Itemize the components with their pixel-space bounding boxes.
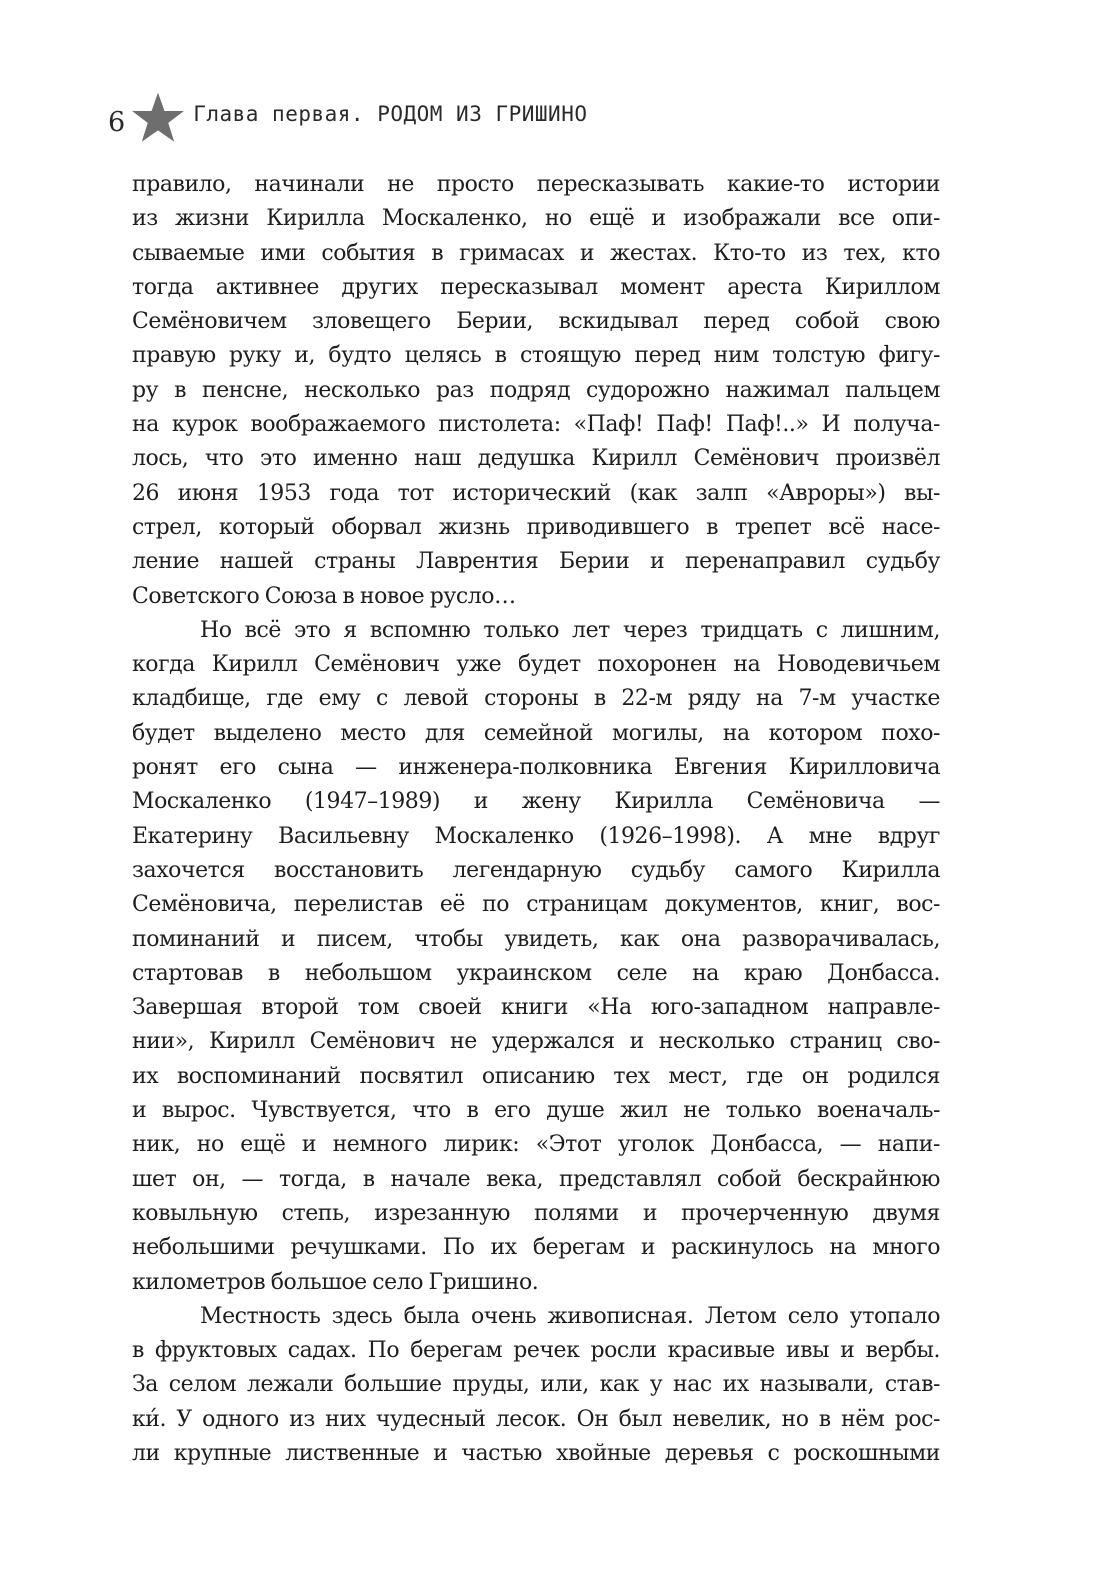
text-line: стартовав в небольшом украинском селе на краю Донбасса. <box>132 960 940 986</box>
text-line: тогда активнее других пересказывал момент ареста Кириллом <box>132 274 940 300</box>
text-line: километров большое село Гришино. <box>132 1269 539 1295</box>
text-line: стрел, который оборвал жизнь приводившего в трепет всё насе- <box>132 514 940 540</box>
text-line: ковыльную степь, изрезанную полями и прочерченную двумя <box>132 1200 940 1226</box>
text-line: лось, что это именно наш дедушка Кирилл Семёнович произвёл <box>132 446 940 472</box>
text-line: Завершая второй том своей книги «На юго-западном направле- <box>132 995 940 1021</box>
text-line: шет он, — тогда, в начале века, представлял собой бескрайнюю <box>132 1166 940 1192</box>
text-line: когда Кирилл Семёнович уже будет похоронен на Новодевичьем <box>132 652 940 678</box>
text-line: на курок воображаемого пистолета: «Паф! Паф! Паф!..» И получа- <box>132 412 940 438</box>
text-line: ник, но ещё и немного лирик: «Этот уголок Донбасса, — напи- <box>132 1132 940 1158</box>
text-line: поминаний и писем, чтобы увидеть, как она разворачивалась, <box>132 926 940 952</box>
text-line: в фруктовых садах. По берегам речек росли красивые ивы и вербы. <box>132 1338 940 1364</box>
text-line: их воспоминаний посвятил описанию тех мест, где он родился <box>132 1063 940 1089</box>
text-line: кладбище, где ему с левой стороны в 22-м ряду на 7-м участке <box>132 686 940 712</box>
text-line: и вырос. Чувствуется, что в его душе жил не только военачаль- <box>132 1098 940 1124</box>
text-line: Местность здесь была очень живописная. Летом село утопало <box>200 1303 940 1329</box>
running-title: Глава первая. РОДОМ ИЗ ГРИШИНО <box>193 102 588 126</box>
text-line: захочется восстановить легендарную судьбу самого Кирилла <box>132 857 940 883</box>
text-line: сываемые ими события в гримасах и жестах. Кто-то из тех, кто <box>132 240 940 266</box>
text-line: правило, начинали не просто пересказывать какие-то истории <box>132 172 940 197</box>
body-text <box>132 168 940 1471</box>
text-line: из жизни Кирилла Москаленко, но ещё и изображали все опи- <box>132 206 940 232</box>
text-line: нии», Кирилл Семёнович не удержался и несколько страниц сво- <box>132 1029 940 1055</box>
text-line: Семёновичем зловещего Берии, вскидывал перед собой свою <box>132 309 940 335</box>
running-header <box>108 92 587 144</box>
star-icon <box>131 91 185 145</box>
page-number: 6 <box>108 106 126 138</box>
text-line: правую руку и, будто целясь в стоящую перед ним толстую фигу- <box>132 343 940 369</box>
text-line: Семёновича, перелистав её по страницам документов, книг, вос- <box>132 892 940 918</box>
text-line: 26 июня 1953 года тот исторический (как залп «Авроры») вы- <box>132 480 940 506</box>
text-line: ли крупные лиственные и частью хвойные деревья с роскошными <box>132 1440 940 1466</box>
text-line: ронят его сына — инженера-полковника Евгения Кирилловича <box>132 755 940 781</box>
text-line: Екатерину Васильевну Москаленко (1926–1998). А мне вдруг <box>132 823 940 849</box>
text-line: За селом лежали большие пруды, или, как у нас их называли, став- <box>132 1372 940 1398</box>
text-line: Но всё это я вспомню только лет через тридцать с лишним, <box>200 617 940 643</box>
text-line: небольшими речушками. По их берегам и раскинулось на много <box>132 1235 940 1261</box>
text-line: ки́. У одного из них чудесный лесок. Он был невелик, но в нём рос- <box>132 1406 940 1432</box>
text-line: Москаленко (1947–1989) и жену Кирилла Семёновича — <box>132 789 940 815</box>
text-line: ление нашей страны Лаврентия Берии и перенаправил судьбу <box>132 549 940 575</box>
text-line: ру в пенсне, несколько раз подряд судорожно нажимал пальцем <box>132 377 940 403</box>
text-line: будет выделено место для семейной могилы, на котором похо- <box>132 720 940 746</box>
text-line: Советского Союза в новое русло… <box>132 583 516 609</box>
